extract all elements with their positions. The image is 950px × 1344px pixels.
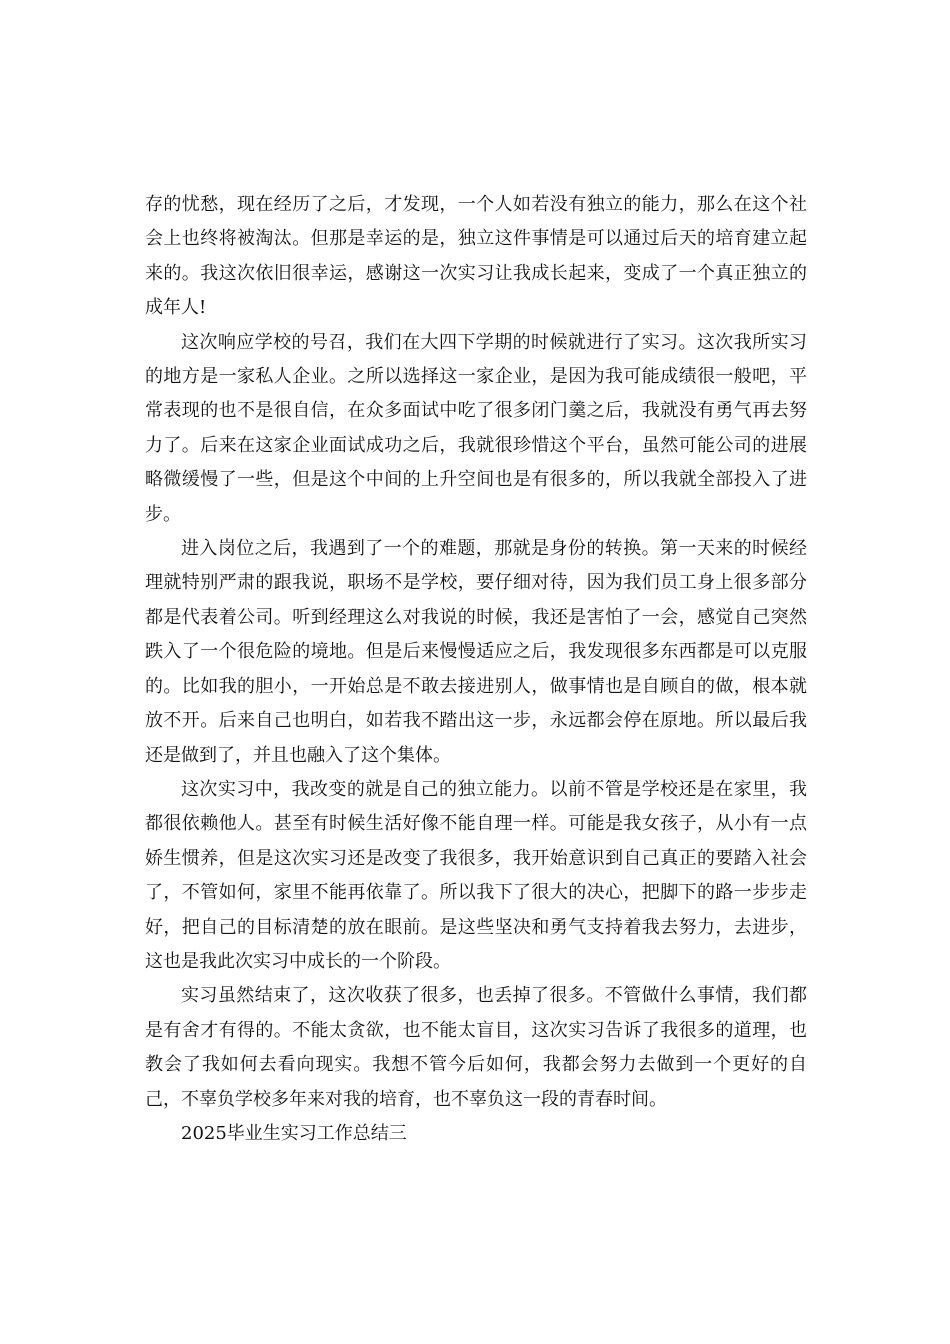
paragraph-conclusion: 实习虽然结束了，这次收获了很多，也丢掉了很多。不管做什么事情，我们都是有舍才有得的。不能太贪欲，也不能太盲目，这次实习告诉了我很多的道理，也教会了我如何去看向现实。我想不管今后如何，我都会努力去做到一个更好的自己，不辜负学校多年来对我的培育，也不辜负这一段的青春时间。 <box>145 985 807 1110</box>
paragraph-independence: 这次实习中，我改变的就是自己的独立能力。以前不管是学校还是在家里，我都很依赖他人。甚至有时候生活好像不能自理一样。可能是我女孩子，从小有一点娇生惯养，但是这次实习还是改变了我很多，我开始意识到自己真正的要踏入社会了，不管如何，家里不能再依靠了。所以我下了很大的决心，把脚下的路一步步走好，把自己的目标清楚的放在眼前。是这些坚决和勇气支持着我去努力，去进步，这也是我此次实习中成长的一个阶段。 <box>145 778 807 972</box>
section-heading: 2025毕业生实习工作总结三 <box>181 1122 407 1144</box>
paragraph-continuation: 存的忧愁，现在经历了之后，才发现，一个人如若没有独立的能力，那么在这个社会上也终将被淘汰。但那是幸运的是，独立这件事情是可以通过后天的培育建立起来的。我这次依旧很幸运，感谢这一次实习让我成长起来，变成了一个真正独立的成年人! <box>145 194 807 319</box>
paragraph-role-transition: 进入岗位之后，我遇到了一个的难题，那就是身份的转换。第一天来的时候经理就特别严肃的跟我说，职场不是学校，要仔细对待，因为我们员工身上很多部分都是代表着公司。听到经理这么对我说的时候，我还是害怕了一会，感觉自己突然跌入了一个很危险的境地。但是后来慢慢适应之后，我发现很多东西都是可以克服的。比如我的胆小，一开始总是不敢去接进别人，做事情也是自顾自的做，根本就放不开。后来自己也明白，如若我不踏出这一步，永远都会停在原地。所以最后我还是做到了，并且也融入了这个集体。 <box>145 538 807 766</box>
paragraph-internship-choice: 这次响应学校的号召，我们在大四下学期的时候就进行了实习。这次我所实习的地方是一家私人企业。之所以选择这一家企业，是因为我可能成绩很一般吧，平常表现的也不是很自信，在众多面试中吃了很多闭门羹之后，我就没有勇气再去努力了。后来在这家企业面试成功之后，我就很珍惜这个平台，虽然可能公司的进展略微缓慢了一些，但是这个中间的上升空间也是有很多的，所以我就全部投入了进步。 <box>145 331 807 525</box>
document-body <box>145 188 807 1151</box>
